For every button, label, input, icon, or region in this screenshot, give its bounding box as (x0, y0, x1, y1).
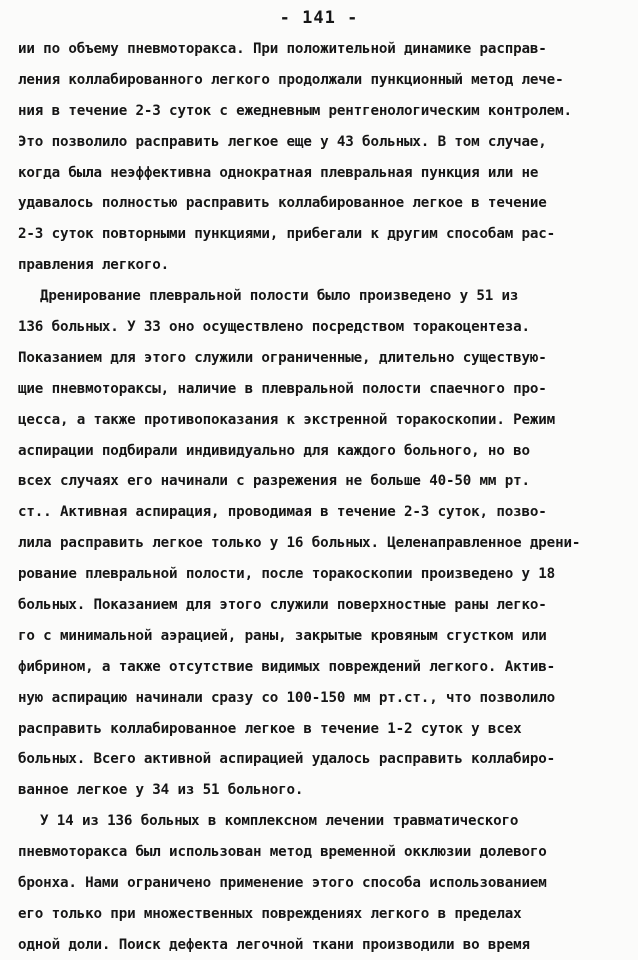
text-line: пневмоторакса был использован метод временной окклюзии долевого (18, 844, 547, 861)
text-line: ст.. Активная аспирация, проводимая в течение 2-3 суток, позво- (18, 504, 547, 521)
text-line: Показанием для этого служили ограниченные, длительно существую- (18, 349, 547, 366)
page-number: - 141 - (279, 8, 359, 28)
text-line: лила расправить легкое только у 16 больных. Целенаправленное дрени- (18, 535, 581, 552)
text-line: расправить коллабированное легкое в течение 1-2 суток у всех (18, 720, 522, 737)
text-line: больных. Показанием для этого служили поверхностные раны легко- (18, 597, 547, 614)
text-line: фибрином, а также отсутствие видимых повреждений легкого. Актив- (18, 658, 556, 675)
body-text (18, 34, 614, 961)
text-line: ния в течение 2-3 суток с ежедневным рентгенологическим контролем. (18, 102, 572, 119)
text-line: ванное легкое у 34 из 51 больного. (18, 782, 304, 799)
text-line: его только при множественных повреждениях легкого в пределах (18, 905, 522, 922)
text-line: больных. Всего активной аспирацией удалось расправить коллабиро- (18, 751, 556, 768)
text-line: 136 больных. У 33 оно осуществлено посредством торакоцентеза. (18, 319, 530, 336)
paragraph-start-line: Дренирование плевральной полости было произведено у 51 из (40, 288, 519, 305)
text-line: бронха. Нами ограничено применение этого способа использованием (18, 875, 547, 892)
text-line: Это позволило расправить легкое еще у 43 больных. В том случае, (18, 133, 547, 150)
text-line: ии по объему пневмоторакса. При положительной динамике расправ- (18, 41, 547, 57)
paragraph-start-line: У 14 из 136 больных в комплексном лечении травматического (40, 813, 519, 830)
text-line: когда была неэффективна однократная плевральная пункция или не (18, 164, 539, 181)
text-line: аспирации подбирали индивидуально для каждого больного, но во (18, 442, 530, 459)
text-line: цесса, а также противопоказания к экстренной торакоскопии. Режим (18, 411, 556, 428)
text-line: го с минимальной аэрацией, раны, закрытые кровяным сгустком или (18, 627, 547, 644)
text-line: ления коллабированного легкого продолжали пункционный метод лече- (18, 71, 564, 88)
text-line: рование плевральной полости, после торакоскопии произведено у 18 (18, 566, 556, 583)
text-line: 2-3 суток повторными пункциями, прибегали к другим способам рас- (18, 226, 556, 243)
text-line: правления легкого. (18, 257, 170, 274)
text-line: всех случаях его начинали с разрежения не больше 40-50 мм рт. (18, 473, 530, 490)
text-line: ную аспирацию начинали сразу со 100-150 мм рт.ст., что позволило (18, 689, 556, 706)
text-line: одной доли. Поиск дефекта легочной ткани производили во время (18, 936, 530, 953)
text-line: щие пневмотораксы, наличие в плевральной полости спаечного про- (18, 380, 547, 397)
text-line: удавалось полностью расправить коллабированное легкое в течение (18, 195, 547, 212)
